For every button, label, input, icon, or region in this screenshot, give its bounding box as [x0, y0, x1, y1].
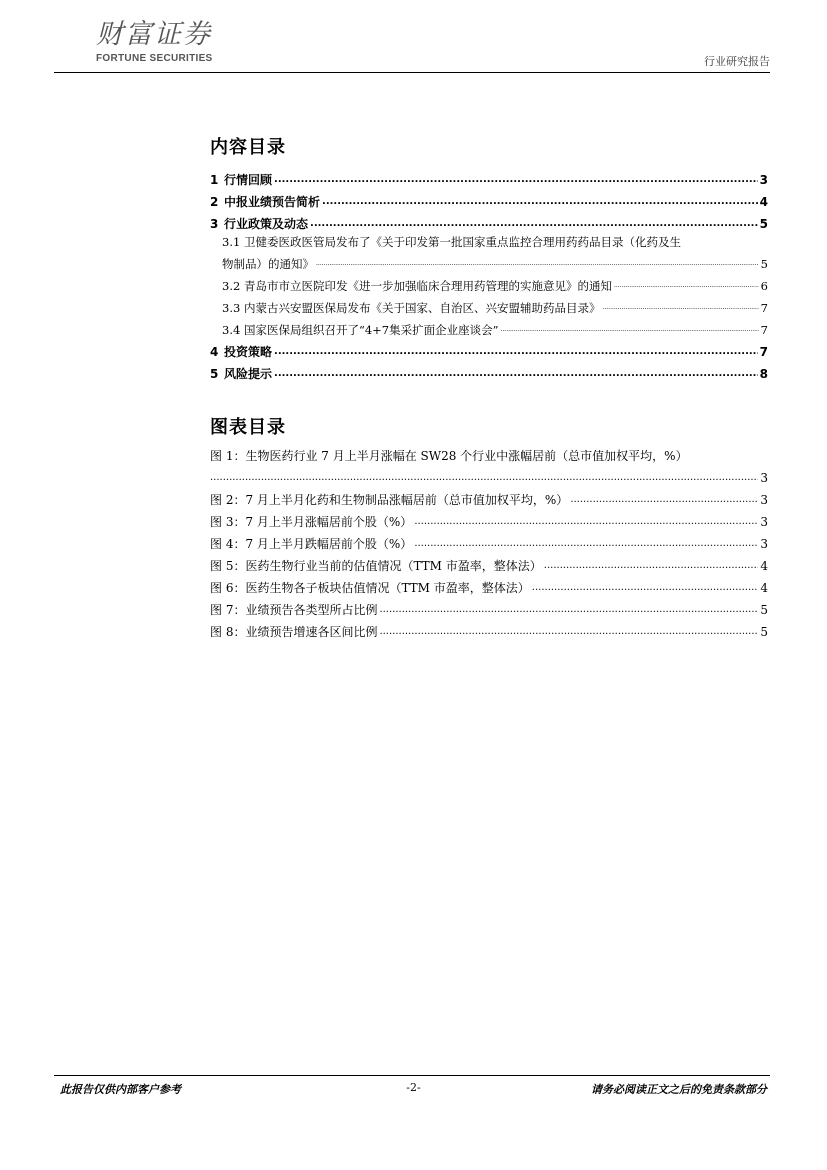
toc-entry-3[interactable]	[210, 210, 768, 232]
toc-page-number: 6	[760, 279, 768, 293]
figure-entry-label: 图 6：医药生物各子板块估值情况（TTM 市盈率，整体法）	[210, 581, 530, 595]
toc-entry-3-3[interactable]	[210, 294, 768, 316]
toc-page-number: 8	[759, 367, 768, 381]
figure-entry-label: 图 8：业绩预告增速各区间比例	[210, 625, 378, 639]
toc-page-number: 7	[760, 301, 768, 315]
toc-entry-label: 中报业绩预告简析	[224, 195, 321, 209]
toc-leader-dots	[500, 322, 758, 338]
toc-page-number: 3	[759, 173, 768, 187]
figures-title: 图表目录	[210, 417, 286, 438]
figure-page-number: 3	[760, 515, 768, 529]
contents-toc	[210, 166, 768, 382]
toc-leader-dots	[379, 624, 758, 640]
toc-entry-label: 3.4 国家医保局组织召开了“4+7集采扩面企业座谈会”	[222, 323, 499, 337]
logo-chinese-text: 财富证券	[96, 19, 212, 50]
toc-leader-dots	[602, 300, 758, 316]
toc-entry-number: 2	[210, 195, 219, 209]
toc-entry-number: 4	[210, 345, 219, 359]
toc-entry-number: 3	[210, 217, 219, 231]
figure-entry-2[interactable]	[210, 486, 768, 508]
toc-entry-2[interactable]	[210, 188, 768, 210]
toc-entry-label: 投资策略	[224, 345, 273, 359]
toc-leader-dots	[310, 216, 758, 232]
toc-leader-dots	[414, 536, 758, 552]
figure-page-number: 5	[760, 603, 768, 617]
figure-entry-label: 图 1：生物医药行业 7 月上半月涨幅在 SW28 个行业中涨幅居前（总市值加权平均，%）	[210, 449, 688, 463]
figure-page-number: 3	[760, 471, 768, 485]
figure-entry-label: 图 4：7 月上半月跌幅居前个股（%）	[210, 537, 413, 551]
toc-entry-label: 物制品）的通知》	[222, 257, 314, 271]
page-number: -2-	[406, 1081, 421, 1094]
toc-page-number: 5	[759, 217, 768, 231]
figure-entry-7[interactable]	[210, 596, 768, 618]
toc-entry-1[interactable]	[210, 166, 768, 188]
figure-entry-6[interactable]	[210, 574, 768, 596]
toc-page-number: 7	[759, 345, 768, 359]
toc-entry-label: 3.2 青岛市市立医院印发《进一步加强临床合理用药管理的实施意见》的通知	[222, 279, 612, 293]
toc-page-number: 4	[759, 195, 768, 209]
toc-leader-dots	[316, 256, 759, 272]
document-type-label: 行业研究报告	[704, 55, 770, 68]
toc-leader-dots	[544, 558, 759, 574]
figure-entry-3[interactable]	[210, 508, 768, 530]
figure-entry-8[interactable]	[210, 618, 768, 640]
figure-entry-label: 图 3：7 月上半月涨幅居前个股（%）	[210, 515, 413, 529]
toc-leader-dots	[570, 492, 758, 508]
toc-page-number: 7	[760, 323, 768, 337]
figure-entry-label: 图 2：7 月上半月化药和生物制品涨幅居前（总市值加权平均，%）	[210, 493, 569, 507]
figure-page-number: 3	[760, 493, 768, 507]
footer-disclaimer-left: 此报告仅供内部客户参考	[60, 1083, 181, 1096]
footer-divider	[54, 1075, 770, 1076]
toc-leader-dots	[614, 278, 759, 294]
footer-disclaimer-right: 请务必阅读正文之后的免责条款部分	[591, 1083, 767, 1096]
company-logo	[96, 20, 246, 64]
toc-entry-label: 3.3 内蒙古兴安盟医保局发布《关于国家、自治区、兴安盟辅助药品目录》	[222, 301, 601, 315]
toc-leader-dots	[532, 580, 759, 596]
toc-leader-dots	[322, 194, 758, 210]
figure-page-number: 4	[760, 559, 768, 573]
toc-entry-3-1[interactable]	[210, 250, 768, 272]
logo-english-text: FORTUNE SECURITIES	[96, 53, 213, 64]
figure-entry-1-line1[interactable]	[210, 444, 768, 464]
figures-toc	[210, 444, 768, 640]
toc-entry-3-2[interactable]	[210, 272, 768, 294]
toc-entry-number: 1	[210, 173, 219, 187]
toc-leader-dots	[210, 470, 758, 486]
toc-page-number: 5	[760, 257, 768, 271]
toc-entry-label: 3.1 卫健委医政医管局发布了《关于印发第一批国家重点监控合理用药药品目录（化药及生	[222, 235, 681, 249]
toc-entry-4[interactable]	[210, 338, 768, 360]
figure-entry-4[interactable]	[210, 530, 768, 552]
toc-entry-label: 行情回顾	[224, 173, 273, 187]
figure-page-number: 5	[760, 625, 768, 639]
figure-page-number: 4	[760, 581, 768, 595]
figure-entry-label: 图 5：医药生物行业当前的估值情况（TTM 市盈率，整体法）	[210, 559, 542, 573]
toc-leader-dots	[274, 172, 758, 188]
toc-leader-dots	[414, 514, 758, 530]
contents-title: 内容目录	[210, 137, 286, 158]
figure-entry-5[interactable]	[210, 552, 768, 574]
figure-entry-label: 图 7：业绩预告各类型所占比例	[210, 603, 378, 617]
toc-entry-label: 行业政策及动态	[224, 217, 309, 231]
toc-entry-number: 5	[210, 367, 219, 381]
toc-entry-label: 风险提示	[224, 367, 273, 381]
figure-entry-1[interactable]	[210, 464, 768, 486]
figure-page-number: 3	[760, 537, 768, 551]
toc-leader-dots	[274, 366, 758, 382]
toc-entry-3-4[interactable]	[210, 316, 768, 338]
toc-leader-dots	[379, 602, 758, 618]
toc-leader-dots	[274, 344, 758, 360]
toc-entry-3-1-line1[interactable]	[210, 232, 768, 250]
header-divider	[54, 72, 770, 73]
toc-entry-5[interactable]	[210, 360, 768, 382]
